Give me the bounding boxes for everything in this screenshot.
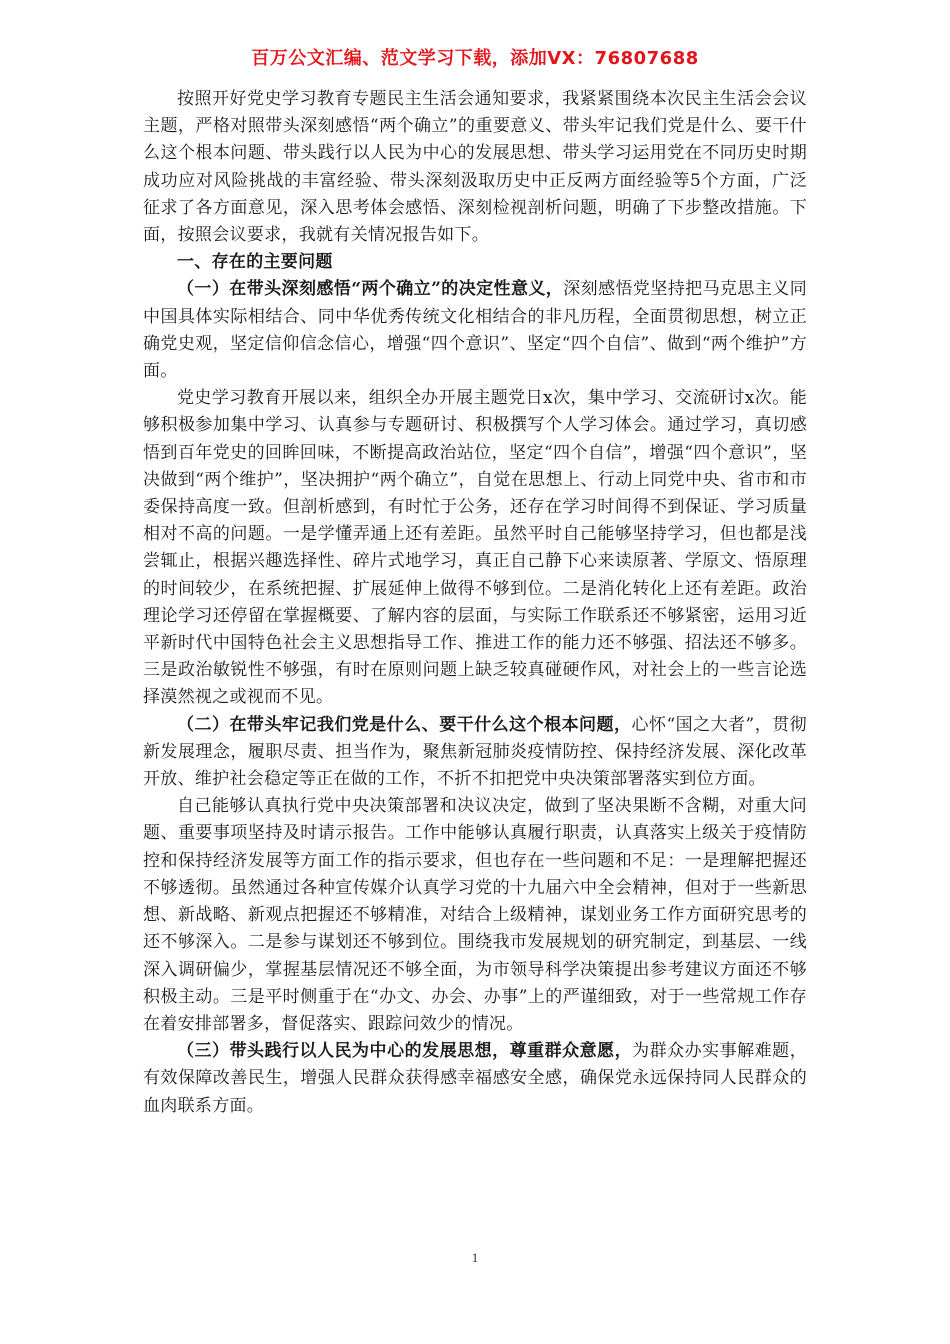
section-heading-problems: 一、存在的主要问题	[177, 252, 333, 273]
item-2-paragraph	[143, 712, 807, 794]
item-1-lead: （一）在带头深刻感悟“两个确立”的决定性意义，	[177, 279, 564, 300]
intro-paragraph: 按照开好党史学习教育专题民主生活会通知要求，我紧紧围绕本次民主生活会会议主题，严格对照带头深刻感悟“两个确立”的重要意义、带头牢记我们党是什么、要干什么这个根本问题、带头践行以人民为中心的发展思想、带头学习运用党在不同历史时期成功应对风险挑战的丰富经验、带头深刻汲取历史中正反两方面经验等5个方面，广泛征求了各方面意见，深入思考体会感悟、深刻检视剖析问题，明确了下步整改措施。下面，按照会议要求，我就有关情况报告如下。	[143, 89, 807, 246]
item-3-text: 为群众办实事解难题，有效保障改善民生，增强人民群众获得感幸福感安全感，确保党永远保持同人民群众的血肉联系方面。	[143, 1041, 807, 1116]
page-number: 1	[471, 1250, 479, 1265]
watermark-banner: 百万公文汇编、范文学习下载，添加VX：76807688	[251, 48, 699, 69]
item-3-lead: （三）带头践行以人民为中心的发展思想，尊重群众意愿，	[177, 1041, 633, 1062]
body-paragraph-2: 自己能够认真执行党中央决策部署和决议决定，做到了坚决果断不含糊，对重大问题、重要事项坚持及时请示报告。工作中能够认真履行职责，认真落实上级关于疫情防控和保持经济发展等方面工作的指示要求，但也存在一些问题和不足：一是理解把握还不够透彻。虽然通过各种宣传媒介认真学习党的十九届六中全会精神，但对于一些新思想、新战略、新观点把握还不够精准，对结合上级精神，谋划业务工作方面研究思考的还不够深入。二是参与谋划还不够到位。围绕我市发展规划的研究制定，到基层、一线深入调研偏少，掌握基层情况还不够全面，为市领导科学决策提出参考建议方面还不够积极主动。三是平时侧重于在“办文、办会、办事”上的严谨细致，对于一些常规工作存在着安排部署多，督促落实、跟踪问效少的情况。	[143, 796, 807, 1034]
item-3-paragraph	[143, 1038, 807, 1120]
document-body	[143, 86, 807, 1120]
item-2-lead: （二）在带头牢记我们党是什么、要干什么这个根本问题，	[177, 714, 632, 735]
item-1-paragraph	[143, 276, 807, 385]
body-paragraph-1: 党史学习教育开展以来，组织全办开展主题党日x次，集中学习、交流研讨x次。能够积极参加集中学习、认真参与专题研讨、积极撰写个人学习体会。通过学习，真切感悟到百年党史的回眸回味，不断提高政治站位，坚定“四个自信”，增强“四个意识”，坚决做到“两个维护”，坚决拥护“两个确立”，自觉在思想上、行动上同党中央、省市和市委保持高度一致。但剖析感到，有时忙于公务，还存在学习时间得不到保证、学习质量相对不高的问题。一是学懂弄通上还有差距。虽然平时自己能够坚持学习，但也都是浅尝辄止，根据兴趣选择性、碎片式地学习，真正自己静下心来读原著、学原文、悟原理的时间较少，在系统把握、扩展延伸上做得不够到位。二是消化转化上还有差距。政治理论学习还停留在掌握概要、了解内容的层面，与实际工作联系还不够紧密，运用习近平新时代中国特色社会主义思想指导工作、推进工作的能力还不够强、招法还不够多。三是政治敏锐性不够强，有时在原则问题上缺乏较真碰硬作风，对社会上的一些言论选择漠然视之或视而不见。	[143, 388, 807, 708]
item-1-text: 深刻感悟党坚持把马克思主义同中国具体实际相结合、同中华优秀传统文化相结合的非凡历程，全面贯彻思想，树立正确党史观，坚定信仰信念信心，增强“四个意识”、坚定“四个自信”、做到“两个维护”方面。	[143, 279, 807, 382]
item-2-text: 心怀“国之大者”，贯彻新发展理念，履职尽责、担当作为，聚焦新冠肺炎疫情防控、保持经济发展、深化改革开放、维护社会稳定等正在做的工作，不折不扣把党中央决策部署落实到位方面。	[143, 714, 807, 790]
